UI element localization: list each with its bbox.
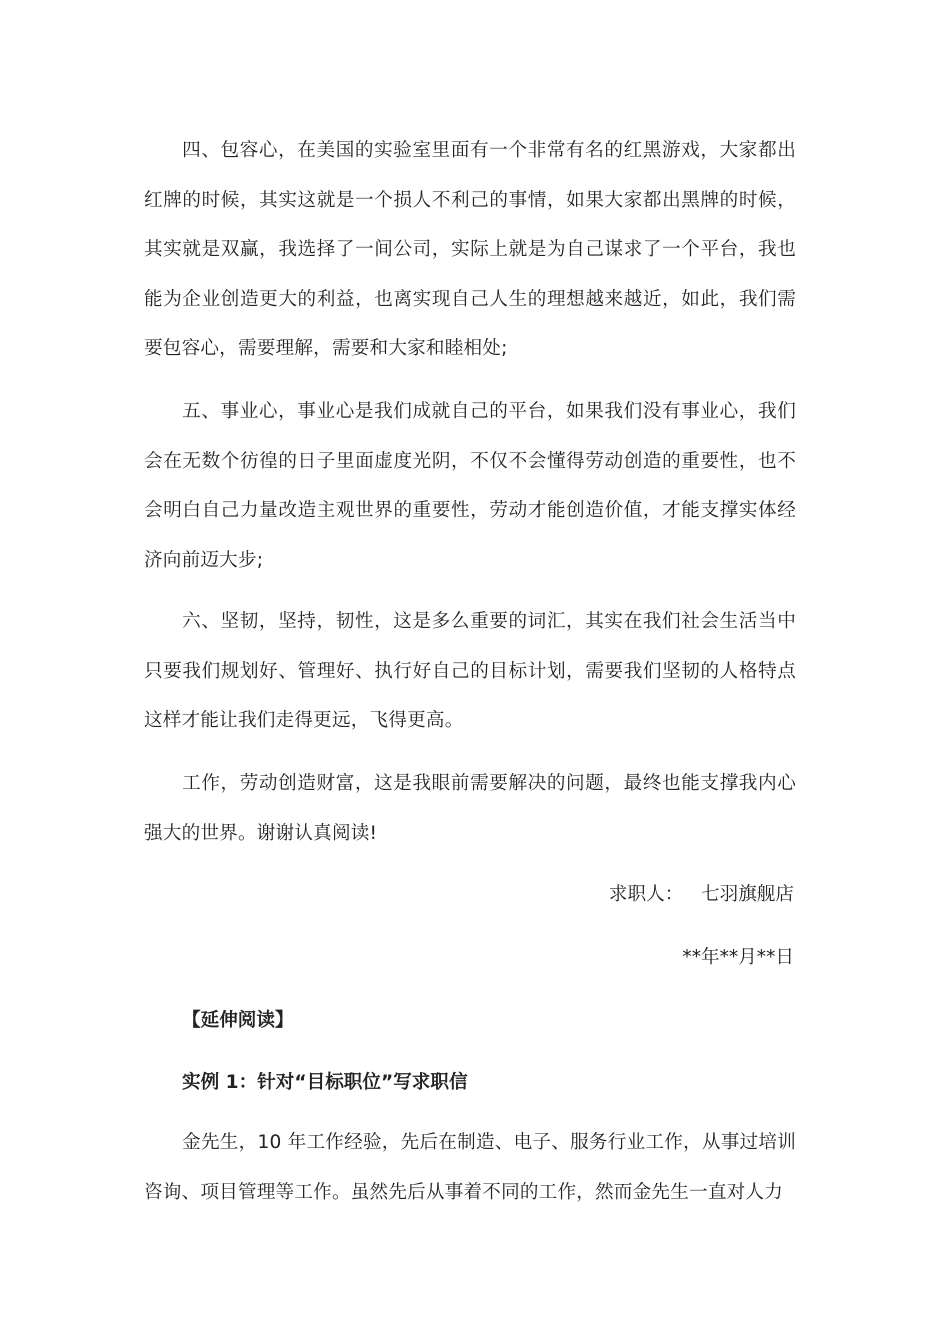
signature-line: 求职人： 七羽旗舰店 bbox=[608, 884, 794, 905]
paragraph-dedication: 五、事业心，事业心是我们成就自己的平台，如果我们没有事业心，我们会在无数个彷徨的日子里面虚度光阴，不仅不会懂得劳动创造的重要性，也不会明白自己力量改造主观世界的重要性，劳动才能创造价值，才能支撑实体经济向前迈大步; bbox=[144, 401, 796, 571]
example-paragraph: 金先生，10 年工作经验，先后在制造、电子、服务行业工作，从事过培训咨询、项目管理等工作。虽然先后从事着不同的工作，然而金先生一直对人力 bbox=[144, 1132, 796, 1203]
extended-reading-heading: 【延伸阅读】 bbox=[182, 1010, 294, 1031]
paragraph-closing: 工作，劳动创造财富，这是我眼前需要解决的问题，最终也能支撑我内心强大的世界。谢谢认真阅读! bbox=[144, 773, 796, 844]
example-heading: 实例 1：针对“目标职位”写求职信 bbox=[182, 1072, 468, 1093]
date-line: **年**月**日 bbox=[682, 947, 794, 968]
paragraph-tolerance: 四、包容心，在美国的实验室里面有一个非常有名的红黑游戏，大家都出红牌的时候，其实这就是一个损人不利己的事情，如果大家都出黑牌的时候，其实就是双赢，我选择了一间公司，实际上就是为自己谋求了一个平台，我也能为企业创造更大的利益，也离实现自己人生的理想越来越近，如此，我们需要包容心，需要理解，需要和大家和睦相处; bbox=[144, 140, 796, 359]
paragraph-perseverance: 六、坚韧，坚持，韧性，这是多么重要的词汇，其实在我们社会生活当中只要我们规划好、管理好、执行好自己的目标计划，需要我们坚韧的人格特点这样才能让我们走得更远，飞得更高。 bbox=[144, 611, 796, 731]
